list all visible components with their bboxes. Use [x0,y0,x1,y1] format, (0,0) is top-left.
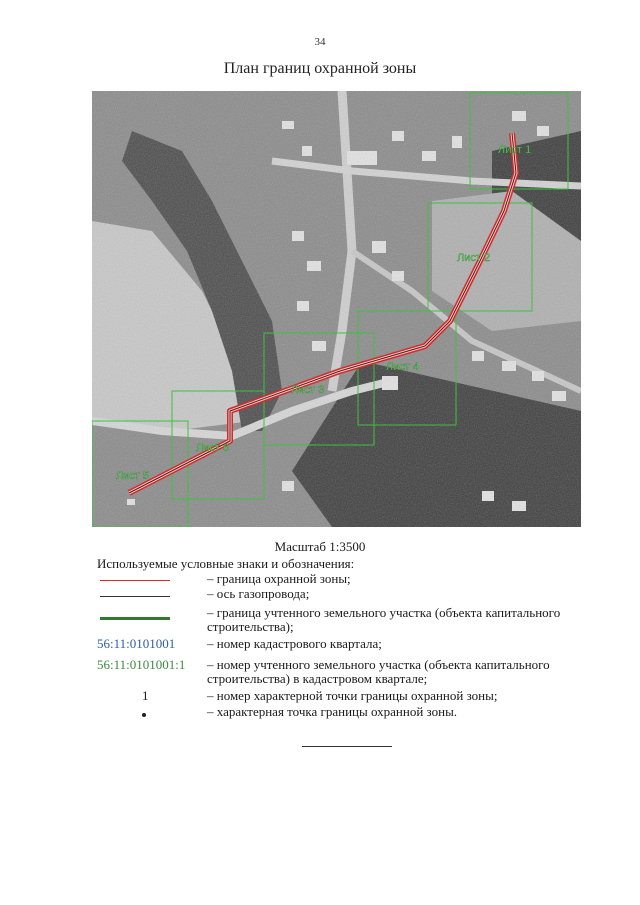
map-scale: Масштаб 1:3500 [274,539,366,554]
sheet-label-2: Лист 2 [457,252,491,264]
dark-line-symbol [100,596,170,597]
legend-text: – характерная точка границы охранной зоны. [207,704,458,719]
map-canvas [92,91,581,527]
point-number-symbol: 1 [142,688,149,703]
legend-heading: Используемые условные знаки и обозначения: [97,556,355,571]
plot-number-code: 56:11:0101001:1 [97,657,186,672]
red-line-symbol [100,580,170,581]
legend-text: – граница учтенного земельного участка (объекта капитального строительства); [207,605,561,634]
green-line-symbol [100,617,170,620]
sheet-label-6: Лист 6 [196,442,230,454]
page-number: 34 [314,36,326,48]
aerial-map [92,91,581,527]
legend-text: – номер кадастрового квартала; [207,636,382,651]
plan-title: План границ охранной зоны [223,60,417,77]
bottom-rule [302,746,392,747]
cadastral-quarter-code: 56:11:0101001 [97,636,176,651]
sheet-label-5: Лист 5 [116,470,150,482]
sheet-label-1: Лист 1 [498,144,532,156]
sheet-label-4: Лист 4 [386,361,420,373]
photo-grain [92,91,581,527]
sheet-label-3: Лист 3 [291,384,325,396]
legend-text: – ось газопровода; [207,586,310,601]
legend-text: – номер учтенного земельного участка (объекта капитального строительства) в кадастровом квартале; [207,657,550,686]
legend-text: – граница охранной зоны; [207,571,351,586]
point-dot-symbol [142,713,146,717]
legend-text: – номер характерной точки границы охранной зоны; [207,688,498,703]
